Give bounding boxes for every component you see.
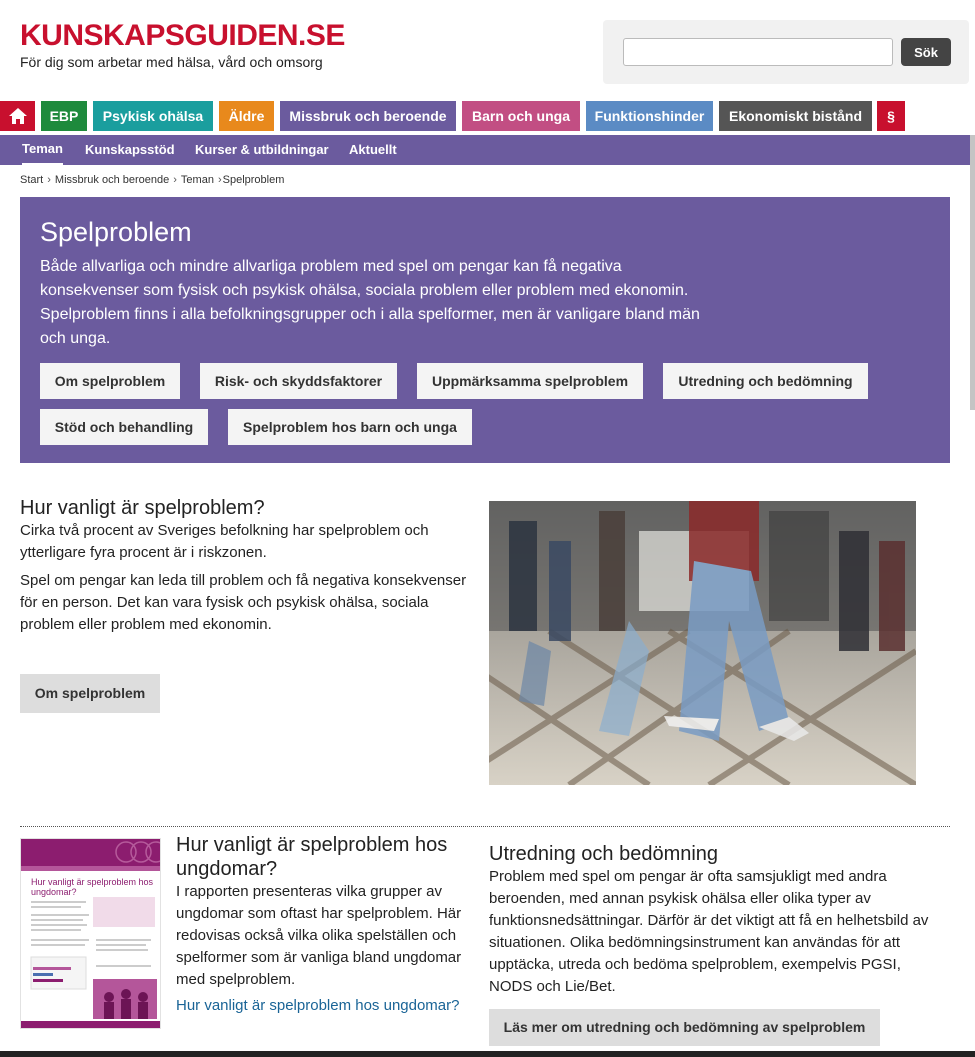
logo-subtitle: För dig som arbetar med hälsa, vård och omsorg [20, 54, 323, 70]
hero-button-risk-skydd[interactable]: Risk- och skyddsfaktorer [200, 363, 397, 399]
breadcrumb [20, 174, 284, 186]
nav-funktionshinder[interactable]: Funktionshinder [586, 101, 713, 131]
chevron-right-icon: › [47, 174, 51, 186]
breadcrumb-missbruk[interactable]: Missbruk och beroende [54, 174, 170, 186]
hero-button-stod-behandling[interactable]: Stöd och behandling [40, 409, 208, 445]
subnav-aktuellt[interactable]: Aktuellt [349, 142, 397, 157]
om-spelproblem-button[interactable]: Om spelproblem [20, 674, 160, 713]
nav-missbruk-och-beroende[interactable]: Missbruk och beroende [280, 101, 456, 131]
chevron-right-icon: › [173, 174, 177, 186]
report-thumbnail[interactable] [20, 838, 161, 1029]
subnav-kunskapsstod[interactable]: Kunskapsstöd [85, 142, 175, 157]
photo-illustration [489, 501, 916, 785]
las-mer-utredning-button[interactable]: Läs mer om utredning och bedömning av spelproblem [489, 1009, 880, 1046]
walking-people-photo [489, 501, 916, 785]
nav-ebp[interactable]: EBP [41, 101, 87, 131]
main-navigation [0, 101, 975, 131]
hero-button-uppmarksamma[interactable]: Uppmärksamma spelproblem [417, 363, 643, 399]
nav-home[interactable] [0, 101, 35, 131]
section-text-utredning: Problem med spel om pengar är ofta samsjukligt med andra beroenden, med annan psykisk ohälsa eller olika typer av funktionsnedsättningar. Därför är det viktigt att få en helhetsbild av situationen. Olika bedömningsinstrument kan användas för att upptäcka, utreda och bedöma spelproblem, exempelvis PGSI, NODS och Lie/Bet. [489, 868, 929, 995]
chevron-right-icon: › [217, 174, 222, 186]
section-title-utredning: Utredning och bedömning [489, 843, 719, 865]
subnav-teman[interactable]: Teman [22, 135, 63, 165]
home-icon [9, 108, 27, 124]
section-title-ungdomar: Hur vanligt är spelproblem hos ungdomar? [176, 834, 448, 880]
search-box [603, 20, 969, 84]
search-input[interactable] [623, 38, 893, 66]
search-button[interactable]: Sök [901, 38, 951, 66]
breadcrumb-teman[interactable]: Teman [180, 174, 214, 186]
nav-ekonomiskt-bistand[interactable]: Ekonomiskt bistånd [719, 101, 872, 131]
section-divider [20, 826, 950, 827]
report-thumbnail-title: Hur vanligt är spelproblem hos ungdomar? [31, 877, 156, 897]
nav-aldre[interactable]: Äldre [219, 101, 274, 131]
hero-text: Både allvarliga och mindre allvarliga problem med spel om pengar kan få negativa konsekvenser som fysisk och psykisk ohälsa, sociala problem eller problem med ekonomin. Spelproblem finns i alla befolkningsgrupper och i alla spelformer, men är vanligare bland män och unga. [40, 258, 700, 347]
site-logo[interactable] [20, 20, 345, 70]
nav-barn-och-unga[interactable]: Barn och unga [462, 101, 580, 131]
report-cover-illustration [21, 839, 161, 1029]
scrollbar-thumb[interactable] [970, 135, 975, 410]
breadcrumb-start[interactable]: Start [20, 174, 44, 186]
window-bottom-edge [0, 1051, 975, 1057]
subnav-kurser[interactable]: Kurser & utbildningar [195, 142, 329, 157]
hero-button-utredning[interactable]: Utredning och bedömning [663, 363, 868, 399]
nav-lagar[interactable]: § [877, 101, 905, 131]
section-text-ungdomar: I rapporten presenteras vilka grupper av ungdomar som oftast har spelproblem. Här redovisas också vilka olika spelställen och spelformer som är vanliga bland ungdomar med spelproblem. [176, 883, 462, 988]
hero-panel [20, 197, 950, 463]
section-text-2: Spel om pengar kan leda till problem och få negativa konsekvenser för en person. Det kan vara fysisk och psykisk ohälsa, sociala problem eller problem med ekonomin. [20, 572, 467, 633]
nav-psykisk-ohalsa[interactable]: Psykisk ohälsa [93, 101, 213, 131]
section-title-hur-vanligt: Hur vanligt är spelproblem? [20, 497, 265, 519]
hero-button-om-spelproblem[interactable]: Om spelproblem [40, 363, 180, 399]
ungdomar-report-link[interactable]: Hur vanligt är spelproblem hos ungdomar? [176, 997, 460, 1014]
hero-button-barn-unga[interactable]: Spelproblem hos barn och unga [228, 409, 472, 445]
logo-title: KUNSKAPSGUIDEN.SE [20, 19, 345, 52]
site-header [0, 0, 975, 100]
sub-navigation [0, 135, 970, 165]
page-title: Spelproblem [40, 217, 192, 247]
breadcrumb-current: Spelproblem [222, 174, 285, 186]
section-text-1: Cirka två procent av Sveriges befolkning har spelproblem och ytterligare fyra procent är i riskzonen. [20, 522, 429, 561]
